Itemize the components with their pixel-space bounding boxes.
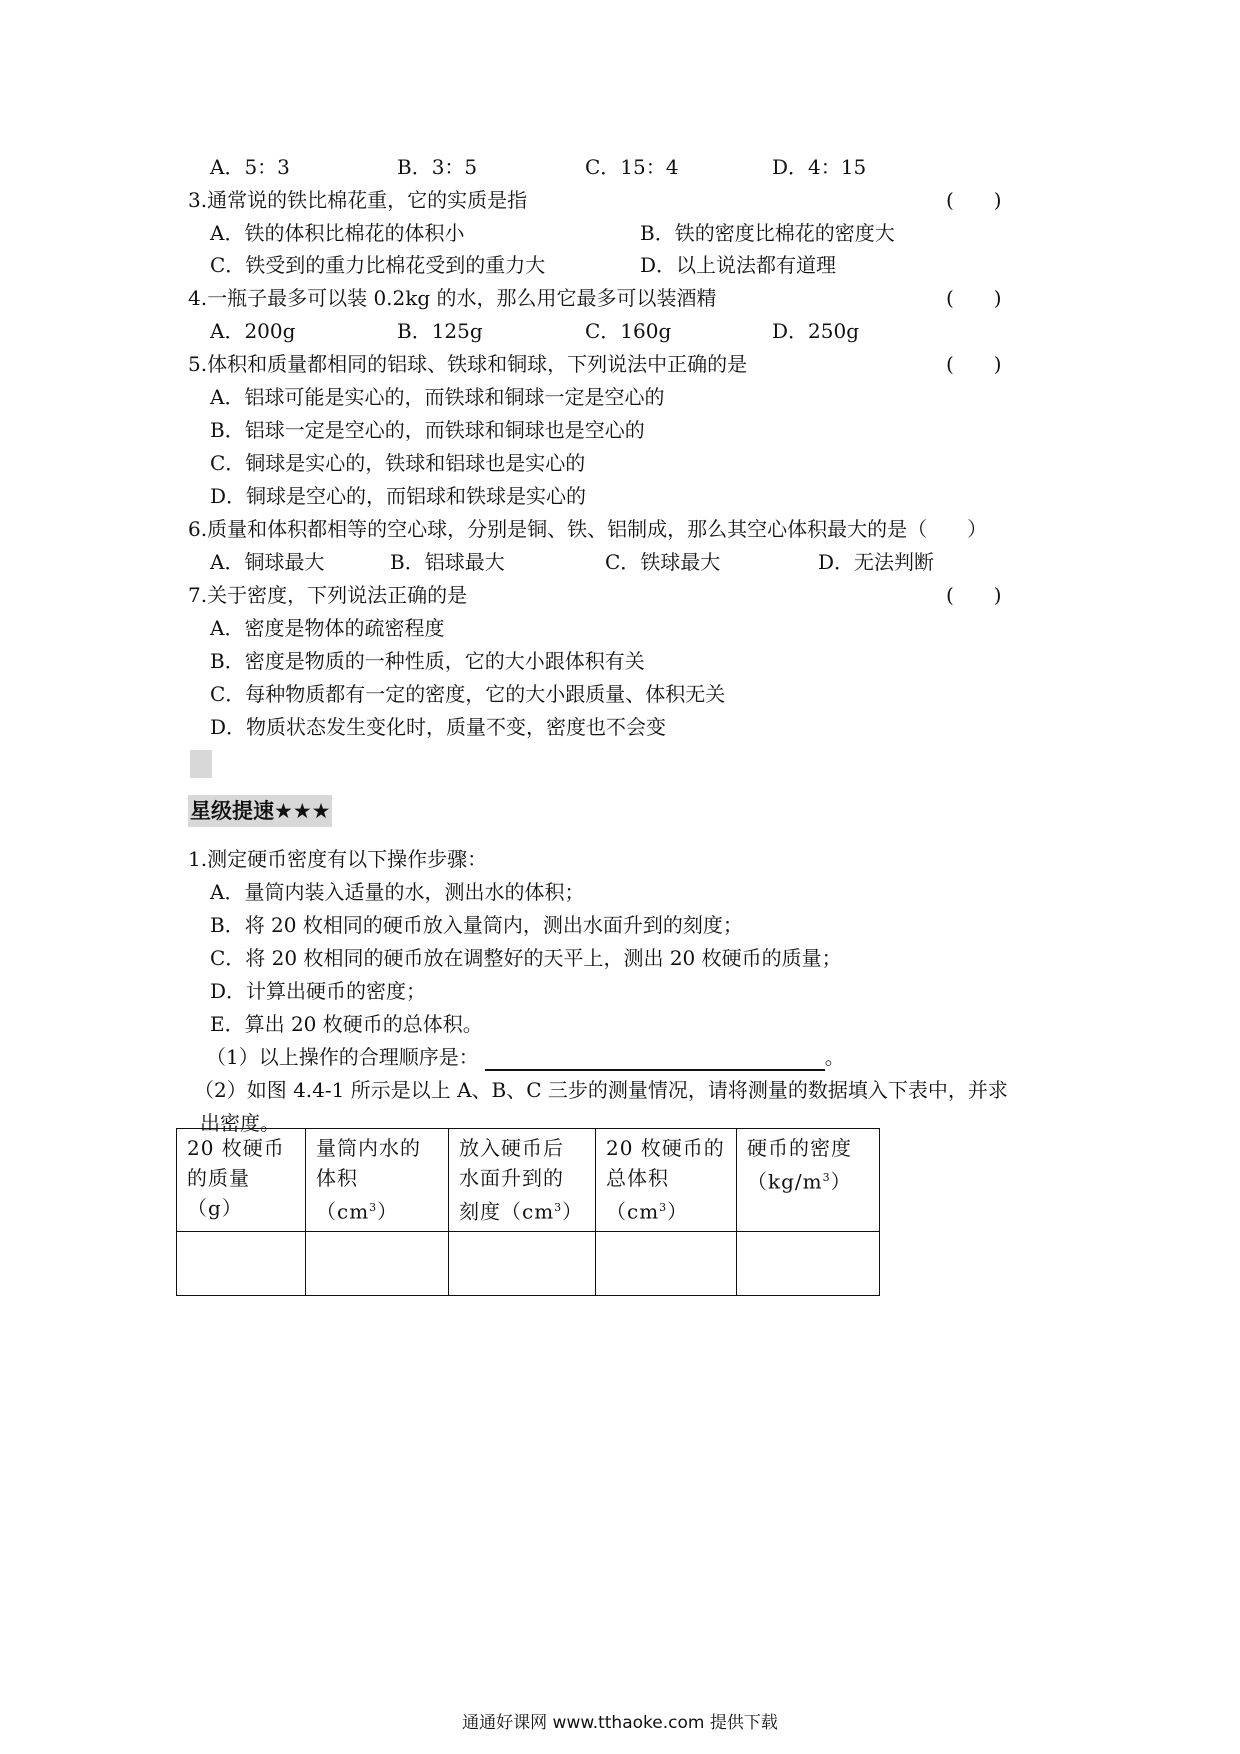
header-text — [459, 1193, 585, 1227]
q3-option-a: A．铁的体积比棉花的体积小 — [210, 221, 465, 245]
header-text: 硬币的密度 — [747, 1136, 852, 1160]
q2-option-a: A．5：3 — [210, 155, 290, 179]
measurement-table — [176, 1128, 880, 1296]
answer-cell[interactable] — [177, 1231, 306, 1295]
header-text: （kg/m — [747, 1169, 823, 1194]
header-text: 刻度（cm — [459, 1199, 555, 1224]
q6-option-b: B．铝球最大 — [390, 550, 505, 574]
header-text: ） — [562, 1199, 584, 1224]
header-total-volume — [596, 1129, 737, 1232]
s1-step-b: B．将 20 枚相同的硬币放入量筒内，测出水面升到的刻度； — [210, 913, 743, 937]
header-text: 体积（cm — [316, 1166, 370, 1224]
answer-cell[interactable] — [596, 1231, 737, 1295]
q3-option-b: B．铁的密度比棉花的密度大 — [640, 221, 895, 245]
section-title: 星级提速★★★ — [188, 795, 332, 827]
q2-option-d: D．4：15 — [772, 155, 867, 179]
q2-option-b: B．3：5 — [397, 155, 478, 179]
q7-option-a: A．密度是物体的疏密程度 — [210, 616, 445, 640]
q7-option-c: C．每种物质都有一定的密度，它的大小跟质量、体积无关 — [210, 682, 726, 706]
q5-option-a: A．铝球可能是实心的，而铁球和铜球一定是空心的 — [210, 385, 665, 409]
s1-step-a: A．量筒内装入适量的水，测出水的体积； — [210, 880, 585, 904]
header-text: 放入硬币后 — [459, 1136, 564, 1160]
q5-option-b: B．铝球一定是空心的，而铁球和铜球也是空心的 — [210, 418, 645, 442]
q6-option-a: A．铜球最大 — [210, 550, 325, 574]
q6-option-c: C．铁球最大 — [605, 550, 721, 574]
q5-stem: 5.体积和质量都相同的铝球、铁球和铜球，下列说法中正确的是 — [188, 352, 748, 376]
q2-option-c: C．15：4 — [585, 155, 679, 179]
s1-stem: 1.测定硬币密度有以下操作步骤： — [188, 847, 488, 871]
order-answer-blank[interactable] — [485, 1047, 825, 1071]
superscript: 3 — [369, 1201, 378, 1214]
s1-step-c: C．将 20 枚相同的硬币放在调整好的天平上，测出 20 枚硬币的质量； — [210, 946, 842, 970]
q4-option-b: B．125g — [397, 319, 483, 343]
header-text: 20 枚硬币的 — [606, 1136, 725, 1160]
q4-option-c: C．160g — [585, 319, 672, 343]
header-text: 的质量（g） — [187, 1166, 250, 1220]
superscript: 3 — [554, 1201, 563, 1214]
q7-answer-paren: ( ) — [946, 583, 1002, 607]
s1-sub2-line2: 出密度。 — [200, 1111, 280, 1135]
header-text: 20 枚硬币 — [187, 1136, 285, 1160]
q4-answer-paren: ( ) — [946, 286, 1002, 310]
q3-option-c: C．铁受到的重力比棉花受到的重力大 — [210, 253, 546, 277]
header-water-level — [449, 1129, 596, 1232]
header-text: ） — [830, 1169, 852, 1194]
q6-option-d: D．无法判断 — [818, 550, 935, 574]
superscript: 3 — [659, 1201, 668, 1214]
q3-option-d: D．以上说法都有道理 — [640, 253, 837, 277]
header-text: ） — [377, 1199, 399, 1224]
q4-stem: 4.一瓶子最多可以装 0.2kg 的水，那么用它最多可以装酒精 — [188, 286, 717, 310]
s1-sub1-end: 。 — [824, 1045, 845, 1069]
s1-step-d: D．计算出硬币的密度； — [210, 979, 427, 1003]
header-text: 水面升到的 — [459, 1166, 564, 1190]
answer-cell[interactable] — [306, 1231, 449, 1295]
s1-sub1-text: （1）以上操作的合理顺序是： — [206, 1045, 479, 1069]
q4-option-a: A．200g — [210, 319, 296, 343]
s1-step-e: E．算出 20 枚硬币的总体积。 — [210, 1012, 483, 1036]
q7-option-d: D．物质状态发生变化时，质量不变，密度也不会变 — [210, 715, 667, 739]
q3-stem: 3.通常说的铁比棉花重，它的实质是指 — [188, 188, 528, 212]
q6-stem: 6.质量和体积都相等的空心球，分别是铜、铁、铝制成，那么其空心体积最大的是（ ） — [188, 517, 988, 541]
s1-sub2-line1: （2）如图 4.4-1 所示是以上 A、B、C 三步的测量情况，请将测量的数据填入下表中，并求 — [194, 1078, 1008, 1102]
header-text: ） — [667, 1199, 689, 1224]
answer-cell[interactable] — [737, 1231, 880, 1295]
q3-answer-paren: ( ) — [946, 188, 1002, 212]
q5-option-c: C．铜球是实心的，铁球和铝球也是实心的 — [210, 451, 586, 475]
header-text — [606, 1163, 726, 1227]
table-answer-row — [177, 1231, 880, 1295]
footer-text: 通通好课网 www.tthaoke.com 提供下载 — [462, 1713, 778, 1733]
header-text: 总体积（cm — [606, 1166, 669, 1224]
header-density — [737, 1129, 880, 1232]
q5-option-d: D．铜球是空心的，而铝球和铁球是实心的 — [210, 484, 587, 508]
header-text — [747, 1163, 869, 1197]
answer-cell[interactable] — [449, 1231, 596, 1295]
header-coin-mass — [177, 1129, 306, 1232]
q7-option-b: B．密度是物质的一种性质，它的大小跟体积有关 — [210, 649, 645, 673]
header-text — [316, 1163, 438, 1227]
superscript: 3 — [822, 1171, 831, 1184]
header-water-volume — [306, 1129, 449, 1232]
shaded-marker — [190, 750, 212, 778]
table-header-row — [177, 1129, 880, 1232]
s1-sub1 — [206, 1043, 845, 1071]
q5-answer-paren: ( ) — [946, 352, 1002, 376]
q7-stem: 7.关于密度，下列说法正确的是 — [188, 583, 468, 607]
q4-option-d: D．250g — [772, 319, 860, 343]
header-text: 量筒内水的 — [316, 1136, 421, 1160]
